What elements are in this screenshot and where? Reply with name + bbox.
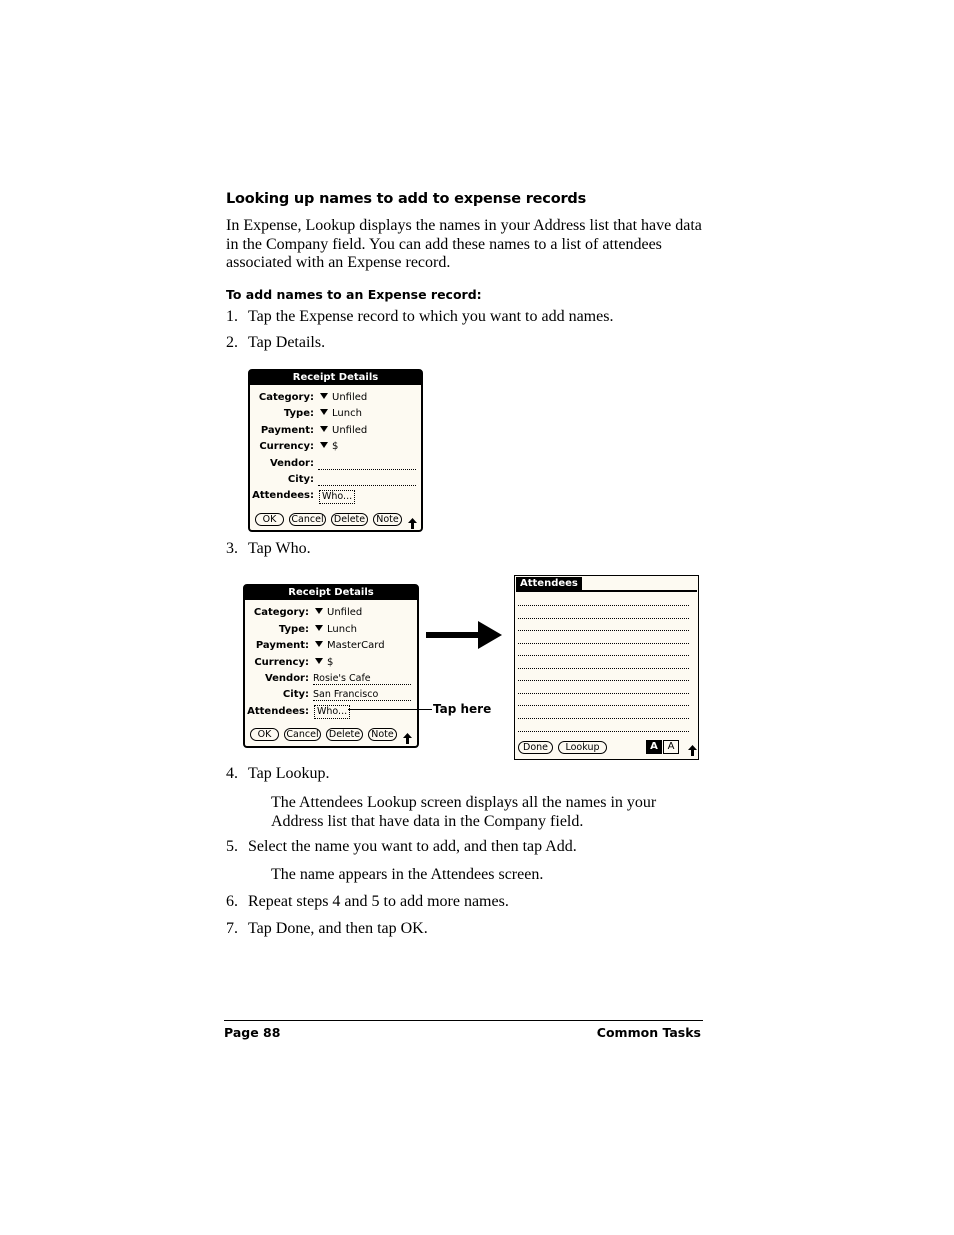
step-number: 4.	[226, 765, 238, 782]
dialog-title: Receipt Details	[245, 586, 417, 600]
category-label: Category:	[258, 392, 314, 403]
attendees-title: Attendees	[516, 577, 582, 590]
category-picker[interactable]	[320, 391, 367, 405]
currency-label: Currency:	[254, 657, 309, 668]
city-label: City:	[282, 689, 309, 700]
step-text: Tap Lookup.	[248, 765, 330, 782]
dropdown-arrow-icon	[315, 658, 323, 664]
lowercase-shift-indicator[interactable]: A	[646, 740, 662, 754]
currency-picker[interactable]	[315, 656, 333, 670]
attendee-line[interactable]	[518, 655, 689, 656]
step-number: 2.	[226, 334, 238, 351]
payment-picker[interactable]	[320, 424, 367, 438]
dropdown-arrow-icon	[315, 608, 323, 614]
type-label: Type:	[278, 624, 309, 635]
category-picker[interactable]	[315, 606, 362, 620]
city-underline	[313, 700, 411, 701]
ok-button[interactable]: OK	[255, 513, 284, 526]
step-text: Tap Done, and then tap OK.	[248, 920, 428, 937]
right-arrow-icon	[426, 621, 502, 649]
ok-button[interactable]: OK	[250, 728, 279, 741]
note-button[interactable]: Note	[373, 513, 402, 526]
step-text: Repeat steps 4 and 5 to add more names.	[248, 893, 509, 910]
title-rule	[516, 590, 697, 592]
currency-row	[250, 440, 425, 454]
currency-row	[245, 656, 420, 670]
step-7	[226, 920, 428, 939]
step-text: Select the name you want to add, and then tap Add.	[248, 838, 577, 855]
attendee-line[interactable]	[518, 668, 689, 669]
type-picker[interactable]	[320, 407, 362, 421]
dropdown-arrow-icon	[320, 393, 328, 399]
chapter-title: Common Tasks	[596, 1025, 701, 1040]
attendee-line[interactable]	[518, 643, 689, 644]
category-value: Unfiled	[327, 607, 363, 618]
dropdown-arrow-icon	[320, 442, 328, 448]
who-button[interactable]: Who...	[319, 490, 355, 504]
dropdown-arrow-icon	[320, 426, 328, 432]
cancel-button[interactable]: Cancel	[289, 513, 326, 526]
category-value: Unfiled	[332, 392, 368, 403]
currency-value: $	[327, 657, 334, 668]
step-number: 5.	[226, 838, 238, 855]
step-number: 7.	[226, 920, 238, 937]
step-4-note: The Attendees Lookup screen displays all the names in your Address list that have data in the Company field.	[271, 794, 657, 830]
lookup-button[interactable]: Lookup	[558, 741, 607, 754]
step-2	[226, 334, 325, 353]
type-picker[interactable]	[315, 623, 357, 637]
step-3	[226, 540, 311, 559]
payment-value: MasterCard	[327, 640, 385, 651]
note-button[interactable]: Note	[368, 728, 397, 741]
uppercase-shift-indicator[interactable]: A	[663, 740, 679, 754]
vendor-underline	[313, 684, 411, 685]
cancel-button[interactable]: Cancel	[284, 728, 321, 741]
type-value: Lunch	[327, 624, 357, 635]
city-label: City:	[287, 474, 314, 485]
attendee-line[interactable]	[518, 705, 689, 706]
footer-rule	[224, 1020, 703, 1021]
dropdown-arrow-icon	[315, 641, 323, 647]
payment-row	[250, 424, 425, 438]
step-4	[226, 765, 330, 784]
callout-label: Tap here	[433, 702, 492, 716]
dialog-title: Receipt Details	[250, 371, 421, 385]
delete-button[interactable]: Delete	[331, 513, 368, 526]
vendor-value[interactable]: Rosie's Cafe	[313, 673, 371, 684]
attendee-line[interactable]	[518, 605, 689, 606]
category-row	[250, 391, 425, 405]
type-row	[245, 623, 420, 637]
attendee-line[interactable]	[518, 680, 689, 681]
graffiti-shift-up-arrow-icon	[688, 745, 697, 756]
payment-row	[245, 639, 420, 653]
attendee-line[interactable]	[518, 618, 689, 619]
attendees-label: Attendees:	[247, 706, 309, 717]
step-text: Tap the Expense record to which you want to add names.	[248, 308, 614, 325]
page-number: Page 88	[224, 1025, 281, 1040]
attendee-line[interactable]	[518, 731, 689, 732]
step-text: Tap Details.	[248, 334, 326, 351]
graffiti-shift-up-arrow-icon	[408, 518, 417, 529]
dropdown-arrow-icon	[320, 409, 328, 415]
done-button[interactable]: Done	[518, 741, 553, 754]
vendor-field[interactable]	[318, 469, 416, 470]
type-row	[250, 407, 425, 421]
attendee-line[interactable]	[518, 693, 689, 694]
city-value[interactable]: San Francisco	[313, 689, 379, 700]
attendee-line[interactable]	[518, 630, 689, 631]
delete-button[interactable]: Delete	[326, 728, 363, 741]
payment-value: Unfiled	[332, 425, 368, 436]
step-number: 6.	[226, 893, 238, 910]
payment-picker[interactable]	[315, 639, 385, 653]
category-label: Category:	[253, 607, 309, 618]
step-number: 3.	[226, 540, 238, 557]
currency-picker[interactable]	[320, 440, 338, 454]
step-number: 1.	[226, 308, 238, 325]
category-row	[245, 606, 420, 620]
receipt-details-dialog-2	[243, 584, 419, 748]
section-title: Looking up names to add to expense records	[226, 191, 587, 207]
attendees-label: Attendees:	[252, 490, 314, 501]
graffiti-shift-up-arrow-icon	[403, 733, 412, 744]
vendor-label: Vendor:	[269, 458, 314, 469]
currency-value: $	[332, 441, 339, 452]
receipt-details-dialog-1	[248, 369, 423, 532]
type-label: Type:	[283, 408, 314, 419]
attendees-screen	[514, 575, 699, 760]
who-button[interactable]: Who...	[314, 705, 350, 719]
step-5	[226, 838, 577, 857]
intro-paragraph: In Expense, Lookup displays the names in your Address list that have data in the Company field. You can add these names to a list of attendees associated with an Expense record.	[226, 217, 702, 271]
vendor-label: Vendor:	[264, 673, 309, 684]
city-field[interactable]	[318, 485, 416, 486]
dropdown-arrow-icon	[315, 625, 323, 631]
payment-label: Payment:	[255, 640, 309, 651]
step-text: Tap Who.	[248, 540, 311, 557]
step-1	[226, 308, 613, 327]
payment-label: Payment:	[260, 425, 314, 436]
step-6	[226, 893, 509, 912]
currency-label: Currency:	[259, 441, 314, 452]
callout-leader-line	[348, 709, 432, 710]
step-5-note: The name appears in the Attendees screen.	[271, 866, 544, 883]
type-value: Lunch	[332, 408, 362, 419]
attendee-line[interactable]	[518, 718, 689, 719]
procedure-title: To add names to an Expense record:	[226, 287, 482, 302]
